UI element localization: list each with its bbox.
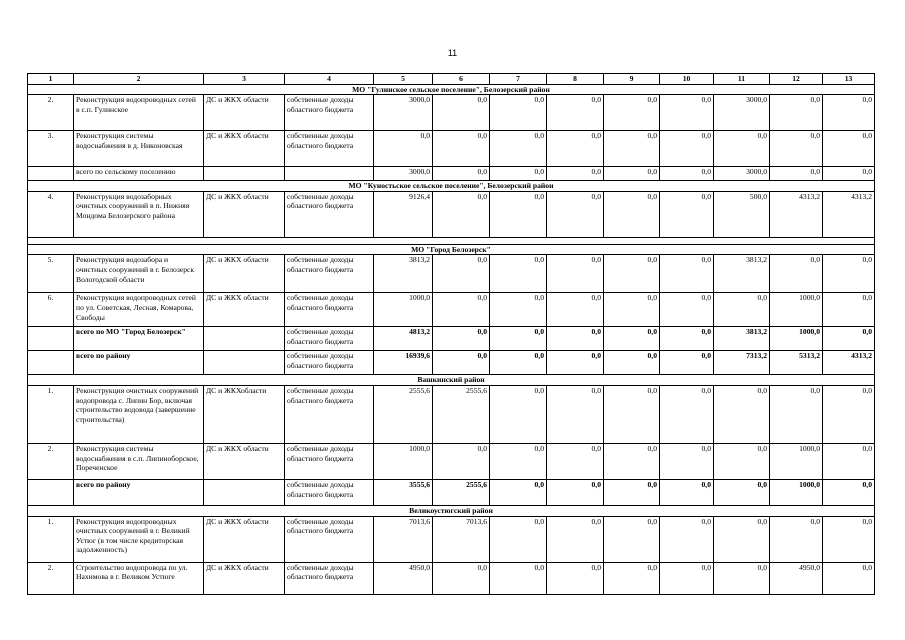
amount-cell: 0,0 [547, 516, 604, 562]
spacer-cell [28, 237, 875, 244]
funding-source: собственные доходы областного бюджета [285, 255, 374, 293]
amount-cell: 0,0 [547, 293, 604, 327]
amount-cell: 7013,6 [374, 516, 433, 562]
amount-cell: 4313,2 [823, 191, 875, 237]
funding-source: собственные доходы областного бюджета [285, 293, 374, 327]
row-number [28, 327, 74, 351]
object-name: Реконструкция водозабора и очистных сооружений в г. Белозерск Вологодской области [74, 255, 204, 293]
amount-cell: 0,0 [490, 95, 547, 131]
amount-cell: 16939,6 [374, 351, 433, 375]
funding-source: собственные доходы областного бюджета [285, 131, 374, 167]
column-header: 6 [433, 74, 490, 85]
object-name: всего по МО "Город Белозерск" [74, 327, 204, 351]
amount-cell: 0,0 [660, 443, 714, 479]
column-header: 11 [714, 74, 770, 85]
spacer-row [28, 237, 875, 244]
executor [204, 479, 285, 505]
table-row [28, 255, 875, 293]
amount-cell: 0,0 [714, 443, 770, 479]
amount-cell: 0,0 [490, 351, 547, 375]
amount-cell: 0,0 [714, 131, 770, 167]
amount-cell: 0,0 [604, 293, 660, 327]
amount-cell: 0,0 [660, 516, 714, 562]
object-name: Реконструкция водопроводных сетей по ул. Советская, Лесная, Комарова, Свободы [74, 293, 204, 327]
executor: ДС и ЖКХобласти [204, 385, 285, 443]
executor [204, 351, 285, 375]
executor: ДС и ЖКХ области [204, 255, 285, 293]
amount-cell: 2555,6 [433, 479, 490, 505]
row-number: 1. [28, 385, 74, 443]
amount-cell: 0,0 [433, 443, 490, 479]
executor: ДС и ЖКХ области [204, 443, 285, 479]
executor [204, 167, 285, 181]
amount-cell: 0,0 [770, 131, 823, 167]
table-row [28, 327, 875, 351]
amount-cell: 4950,0 [374, 562, 433, 594]
amount-cell: 0,0 [547, 385, 604, 443]
object-name: Реконструкция системы водоснабжения в д. Никоновская [74, 131, 204, 167]
amount-cell: 0,0 [660, 562, 714, 594]
row-number [28, 351, 74, 375]
amount-cell: 0,0 [660, 95, 714, 131]
amount-cell: 3000,0 [714, 167, 770, 181]
amount-cell: 0,0 [604, 191, 660, 237]
page-number: 11 [447, 48, 458, 58]
amount-cell: 0,0 [823, 167, 875, 181]
funding-source: собственные доходы областного бюджета [285, 443, 374, 479]
amount-cell: 0,0 [433, 562, 490, 594]
amount-cell: 0,0 [547, 479, 604, 505]
amount-cell: 0,0 [490, 562, 547, 594]
amount-cell: 3813,2 [714, 255, 770, 293]
executor [204, 327, 285, 351]
object-name: всего по району [74, 351, 204, 375]
amount-cell: 0,0 [823, 385, 875, 443]
amount-cell: 0,0 [433, 255, 490, 293]
amount-cell: 0,0 [433, 351, 490, 375]
amount-cell: 0,0 [490, 131, 547, 167]
amount-cell: 2555,6 [374, 385, 433, 443]
table-row [28, 191, 875, 237]
column-header: 2 [74, 74, 204, 85]
row-number: 3. [28, 131, 74, 167]
amount-cell: 0,0 [770, 516, 823, 562]
amount-cell: 1000,0 [770, 327, 823, 351]
amount-cell: 0,0 [660, 351, 714, 375]
column-header: 12 [770, 74, 823, 85]
row-number: 5. [28, 255, 74, 293]
amount-cell: 0,0 [823, 443, 875, 479]
funding-source: собственные доходы областного бюджета [285, 479, 374, 505]
row-number: 2. [28, 562, 74, 594]
row-number: 1. [28, 516, 74, 562]
table-row [28, 131, 875, 167]
amount-cell: 0,0 [714, 293, 770, 327]
section-title: МО "Куностьское сельское поселение", Белозерский район [28, 181, 875, 192]
funding-source: собственные доходы областного бюджета [285, 385, 374, 443]
amount-cell: 1000,0 [770, 443, 823, 479]
table-row [28, 479, 875, 505]
amount-cell: 0,0 [714, 516, 770, 562]
column-header: 3 [204, 74, 285, 85]
amount-cell: 0,0 [770, 95, 823, 131]
amount-cell: 0,0 [490, 255, 547, 293]
amount-cell: 0,0 [433, 95, 490, 131]
table-body [28, 74, 875, 595]
column-header: 10 [660, 74, 714, 85]
amount-cell: 0,0 [547, 562, 604, 594]
object-name: Реконструкция системы водоснабжения в с.п. Липиноборское, Пореченское [74, 443, 204, 479]
column-header: 8 [547, 74, 604, 85]
amount-cell: 0,0 [823, 562, 875, 594]
table-row [28, 562, 875, 594]
amount-cell: 0,0 [660, 327, 714, 351]
amount-cell: 0,0 [823, 516, 875, 562]
object-name: всего по сельскому поселению [74, 167, 204, 181]
amount-cell: 0,0 [823, 479, 875, 505]
amount-cell: 9126,4 [374, 191, 433, 237]
funding-source: собственные доходы областного бюджета [285, 327, 374, 351]
object-name: Реконструкция очистных сооружений водопровода с. Липин Бор, включая строительство водовода (завершение строительства) [74, 385, 204, 443]
amount-cell: 0,0 [770, 385, 823, 443]
amount-cell: 0,0 [660, 293, 714, 327]
amount-cell: 0,0 [604, 562, 660, 594]
amount-cell: 0,0 [547, 131, 604, 167]
section-row [28, 375, 875, 386]
amount-cell: 0,0 [547, 443, 604, 479]
amount-cell: 0,0 [433, 191, 490, 237]
amount-cell: 0,0 [604, 385, 660, 443]
amount-cell: 3000,0 [714, 95, 770, 131]
row-number [28, 167, 74, 181]
table-row [28, 95, 875, 131]
section-row [28, 505, 875, 516]
row-number: 2. [28, 443, 74, 479]
amount-cell: 4813,2 [374, 327, 433, 351]
amount-cell: 0,0 [714, 479, 770, 505]
amount-cell: 3555,6 [374, 479, 433, 505]
amount-cell: 0,0 [823, 95, 875, 131]
column-header: 4 [285, 74, 374, 85]
budget-table [27, 73, 875, 595]
funding-source [285, 167, 374, 181]
amount-cell: 0,0 [433, 327, 490, 351]
amount-cell: 0,0 [823, 255, 875, 293]
amount-cell: 0,0 [604, 167, 660, 181]
amount-cell: 500,0 [714, 191, 770, 237]
table-row [28, 516, 875, 562]
amount-cell: 3813,2 [374, 255, 433, 293]
amount-cell: 0,0 [374, 131, 433, 167]
amount-cell: 0,0 [604, 516, 660, 562]
table-row [28, 443, 875, 479]
amount-cell: 1000,0 [770, 479, 823, 505]
section-title: МО "Гулинское сельское поселение", Белозерский район [28, 84, 875, 95]
amount-cell: 0,0 [770, 167, 823, 181]
amount-cell: 3000,0 [374, 167, 433, 181]
column-header: 9 [604, 74, 660, 85]
amount-cell: 0,0 [490, 479, 547, 505]
object-name: всего по району [74, 479, 204, 505]
executor: ДС и ЖКХ области [204, 131, 285, 167]
amount-cell: 4950,0 [770, 562, 823, 594]
column-header: 13 [823, 74, 875, 85]
funding-source: собственные доходы областного бюджета [285, 516, 374, 562]
amount-cell: 0,0 [490, 167, 547, 181]
amount-cell: 0,0 [660, 479, 714, 505]
amount-cell: 0,0 [490, 443, 547, 479]
amount-cell: 0,0 [547, 95, 604, 131]
object-name: Реконструкция водопроводных очистных сооружений в г. Великий Устюг (в том числе кредиторская задолженность) [74, 516, 204, 562]
amount-cell: 0,0 [660, 191, 714, 237]
amount-cell: 0,0 [547, 167, 604, 181]
header-row [28, 74, 875, 85]
amount-cell: 0,0 [604, 327, 660, 351]
section-title: МО "Город Белозерск" [28, 244, 875, 255]
amount-cell: 1000,0 [770, 293, 823, 327]
amount-cell: 0,0 [547, 351, 604, 375]
amount-cell: 0,0 [714, 562, 770, 594]
executor: ДС и ЖКХ области [204, 293, 285, 327]
amount-cell: 0,0 [604, 255, 660, 293]
amount-cell: 3813,2 [714, 327, 770, 351]
funding-source: собственные доходы областного бюджета [285, 562, 374, 594]
amount-cell: 0,0 [604, 443, 660, 479]
row-number [28, 479, 74, 505]
row-number: 4. [28, 191, 74, 237]
amount-cell: 0,0 [547, 191, 604, 237]
table-row [28, 293, 875, 327]
funding-source: собственные доходы областного бюджета [285, 191, 374, 237]
executor: ДС и ЖКХ области [204, 191, 285, 237]
executor: ДС и ЖКХ области [204, 516, 285, 562]
column-header: 5 [374, 74, 433, 85]
amount-cell: 0,0 [490, 327, 547, 351]
amount-cell: 0,0 [660, 167, 714, 181]
amount-cell: 0,0 [660, 131, 714, 167]
object-name: Строительство водопровода по ул. Нахимова в г. Великом Устюге [74, 562, 204, 594]
amount-cell: 3000,0 [374, 95, 433, 131]
section-row [28, 244, 875, 255]
section-row [28, 181, 875, 192]
object-name: Реконструкция водопроводных сетей в с.п. Гулинское [74, 95, 204, 131]
amount-cell: 0,0 [604, 131, 660, 167]
section-title: Вашкинский район [28, 375, 875, 386]
amount-cell: 7013,6 [433, 516, 490, 562]
row-number: 6. [28, 293, 74, 327]
amount-cell: 0,0 [823, 131, 875, 167]
amount-cell: 0,0 [433, 293, 490, 327]
amount-cell: 0,0 [660, 385, 714, 443]
section-row [28, 84, 875, 95]
amount-cell: 1000,0 [374, 293, 433, 327]
funding-source: собственные доходы областного бюджета [285, 95, 374, 131]
amount-cell: 0,0 [490, 191, 547, 237]
amount-cell: 5313,2 [770, 351, 823, 375]
object-name: Реконструкция водозаборных очистных сооружений в п. Нижняя Мондома Белозерского района [74, 191, 204, 237]
amount-cell: 7313,2 [714, 351, 770, 375]
amount-cell: 0,0 [433, 167, 490, 181]
amount-cell: 0,0 [433, 131, 490, 167]
amount-cell: 0,0 [714, 385, 770, 443]
column-header: 7 [490, 74, 547, 85]
amount-cell: 0,0 [604, 479, 660, 505]
row-number: 2. [28, 95, 74, 131]
section-title: Великоустюгский район [28, 505, 875, 516]
amount-cell: 0,0 [604, 351, 660, 375]
amount-cell: 0,0 [547, 327, 604, 351]
amount-cell: 1000,0 [374, 443, 433, 479]
amount-cell: 0,0 [823, 293, 875, 327]
table-row [28, 167, 875, 181]
amount-cell: 4313,2 [823, 351, 875, 375]
amount-cell: 0,0 [547, 255, 604, 293]
amount-cell: 4313,2 [770, 191, 823, 237]
amount-cell: 0,0 [490, 385, 547, 443]
amount-cell: 0,0 [823, 327, 875, 351]
funding-source: собственные доходы областного бюджета [285, 351, 374, 375]
table-row [28, 351, 875, 375]
column-header: 1 [28, 74, 74, 85]
amount-cell: 0,0 [770, 255, 823, 293]
executor: ДС и ЖКХ области [204, 562, 285, 594]
amount-cell: 0,0 [490, 516, 547, 562]
amount-cell: 2555,6 [433, 385, 490, 443]
amount-cell: 0,0 [604, 95, 660, 131]
executor: ДС и ЖКХ области [204, 95, 285, 131]
amount-cell: 0,0 [660, 255, 714, 293]
amount-cell: 0,0 [490, 293, 547, 327]
table-row [28, 385, 875, 443]
